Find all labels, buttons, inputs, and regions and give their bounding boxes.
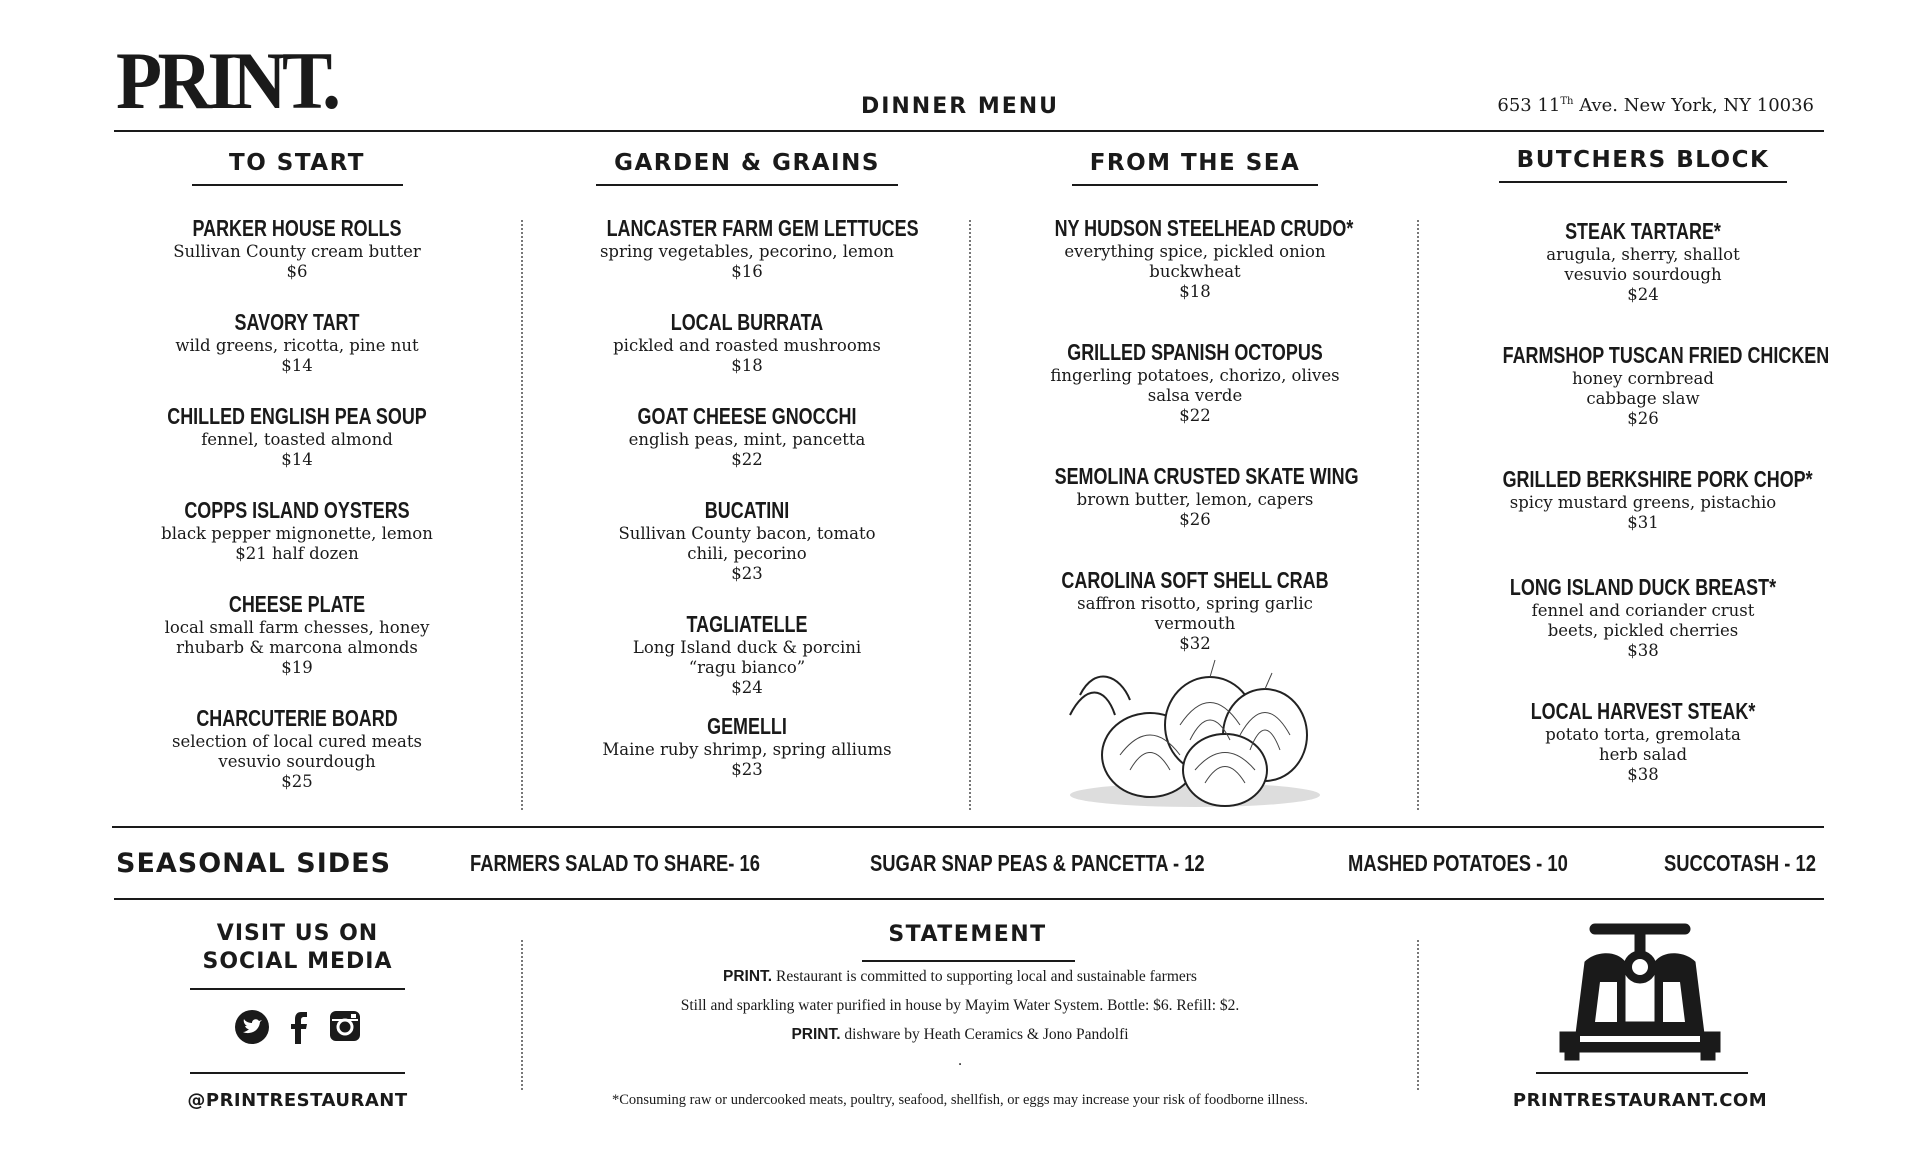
- item-name: LOCAL BURRATA: [670, 309, 824, 335]
- menu-item: [117, 214, 477, 282]
- menu-item: [1463, 465, 1823, 533]
- facebook-icon[interactable]: [287, 1010, 311, 1044]
- menu-item: [567, 308, 927, 376]
- item-name: PARKER HOUSE ROLLS: [192, 215, 402, 241]
- item-name: FARMSHOP TUSCAN FRIED CHICKEN: [1502, 342, 1830, 368]
- item-description: black pepper mignonette, lemon: [161, 524, 433, 543]
- menu-item: [117, 590, 477, 678]
- statement-line-1-text: Restaurant is committed to supporting local and sustainable farmers: [772, 968, 1197, 985]
- item-description: vesuvio sourdough: [1564, 265, 1722, 284]
- social-rule: [190, 988, 405, 990]
- item-price: $25: [281, 772, 313, 791]
- item-description: arugula, sherry, shallot: [1546, 245, 1740, 264]
- menu-item: [567, 214, 927, 282]
- logo: PRINT.: [116, 35, 337, 126]
- item-description: spring vegetables, pecorino, lemon: [599, 242, 895, 261]
- menu-item: [117, 496, 477, 564]
- item-description: rhubarb & marcona almonds: [176, 638, 418, 657]
- item-name: SEMOLINA CRUSTED SKATE WING: [1054, 463, 1359, 489]
- address-sup: Th: [1560, 96, 1574, 107]
- item-description: Maine ruby shrimp, spring alliums: [602, 740, 892, 759]
- item-name: GOAT CHEESE GNOCCHI: [637, 403, 857, 429]
- menu-item: [1463, 217, 1823, 305]
- statement-heading: STATEMENT: [888, 922, 1047, 947]
- statement-brand: PRINT.: [791, 1026, 841, 1043]
- item-name: CHILLED ENGLISH PEA SOUP: [167, 403, 427, 429]
- website-rule: [1536, 1072, 1748, 1074]
- address-suffix: Ave. New York, NY 10036: [1573, 95, 1814, 116]
- address-prefix: 653 11: [1497, 95, 1561, 116]
- onion-illustration: [1060, 655, 1330, 810]
- item-name: GRILLED SPANISH OCTOPUS: [1067, 339, 1323, 365]
- item-price: $14: [281, 356, 313, 375]
- column-divider: [1417, 220, 1419, 810]
- item-price: $24: [731, 678, 763, 697]
- menu-item: [567, 402, 927, 470]
- statement-line-3: [560, 1026, 1360, 1044]
- item-description: saffron risotto, spring garlic: [1077, 594, 1313, 613]
- item-name: NY HUDSON STEELHEAD CRUDO*: [1054, 215, 1354, 241]
- item-name: LONG ISLAND DUCK BREAST*: [1509, 574, 1777, 600]
- social-heading-line1: VISIT US ON: [216, 921, 379, 946]
- menu-item: [1463, 573, 1823, 661]
- item-price: $38: [1627, 765, 1659, 784]
- item-description: chili, pecorino: [687, 544, 807, 563]
- column-butchers-block: [1463, 147, 1830, 811]
- social-heading-line2: SOCIAL MEDIA: [202, 949, 393, 974]
- item-description: Sullivan County cream butter: [173, 242, 421, 261]
- menu-item: [117, 704, 477, 792]
- instagram-icon[interactable]: [329, 1010, 361, 1042]
- social-icons: [190, 1010, 405, 1044]
- header-rule: [114, 130, 1824, 132]
- item-description: Sullivan County bacon, tomato: [618, 524, 876, 543]
- menu-item: [567, 496, 927, 584]
- item-name: CHEESE PLATE: [228, 591, 366, 617]
- column-heading: GARDEN & GRAINS: [596, 150, 898, 186]
- item-price: $18: [1179, 282, 1211, 301]
- item-description: brown butter, lemon, capers: [1076, 490, 1314, 509]
- menu-item: [1015, 462, 1375, 530]
- item-price: $23: [731, 760, 763, 779]
- item-description: vermouth: [1154, 614, 1236, 633]
- sides-top-rule: [112, 826, 1824, 828]
- side-item: SUCCOTASH - 12: [1664, 850, 1816, 876]
- footer-divider: [521, 940, 523, 1090]
- item-price: $26: [1179, 510, 1211, 529]
- handle-rule: [190, 1072, 405, 1074]
- item-name: TAGLIATELLE: [686, 611, 808, 637]
- menu-item: [1463, 697, 1823, 785]
- column-garden-grains: [567, 150, 927, 806]
- column-heading: TO START: [192, 150, 403, 186]
- item-name: STEAK TARTARE*: [1565, 218, 1721, 244]
- menu-title: DINNER MENU: [860, 94, 1060, 119]
- item-price: $6: [286, 262, 308, 281]
- address: [1497, 95, 1814, 116]
- item-price: $23: [731, 564, 763, 583]
- item-name: LANCASTER FARM GEM LETTUCES: [606, 215, 919, 241]
- item-description: everything spice, pickled onion: [1064, 242, 1326, 261]
- item-description: selection of local cured meats: [172, 732, 422, 751]
- statement-line-2: Still and sparkling water purified in house by Mayim Water System. Bottle: $6. Refill: $2.: [680, 997, 1240, 1014]
- item-description: cabbage slaw: [1586, 389, 1700, 408]
- item-name: LOCAL HARVEST STEAK*: [1530, 698, 1756, 724]
- statement-line-1: [560, 968, 1360, 986]
- item-price: $24: [1627, 285, 1659, 304]
- menu-item: [117, 308, 477, 376]
- item-name: GEMELLI: [707, 713, 787, 739]
- item-description: fennel, toasted almond: [201, 430, 393, 449]
- item-description: local small farm chesses, honey: [164, 618, 430, 637]
- item-name: CAROLINA SOFT SHELL CRAB: [1061, 567, 1329, 593]
- statement-rule: [862, 960, 1075, 962]
- column-divider: [969, 220, 971, 810]
- item-price: $16: [731, 262, 763, 281]
- social-heading: [190, 920, 405, 976]
- menu-item: [567, 712, 927, 780]
- item-description: spicy mustard greens, pistachio: [1509, 493, 1777, 512]
- side-item: MASHED POTATOES - 10: [1348, 850, 1568, 876]
- item-price: $21 half dozen: [235, 544, 359, 563]
- item-description: beets, pickled cherries: [1547, 621, 1739, 640]
- menu-item: [1463, 341, 1830, 429]
- item-description: fennel and coriander crust: [1531, 601, 1755, 620]
- menu-item: [117, 402, 477, 470]
- item-description: potato torta, gremolata: [1545, 725, 1741, 744]
- item-description: wild greens, ricotta, pine nut: [175, 336, 419, 355]
- item-price: $19: [281, 658, 313, 677]
- item-name: COPPS ISLAND OYSTERS: [184, 497, 410, 523]
- item-description: pickled and roasted mushrooms: [613, 336, 881, 355]
- column-heading: FROM THE SEA: [1072, 150, 1319, 186]
- column-from-the-sea: [1015, 150, 1375, 680]
- item-name: CHARCUTERIE BOARD: [196, 705, 398, 731]
- item-description: english peas, mint, pancetta: [628, 430, 866, 449]
- item-description: “ragu bianco”: [688, 658, 806, 677]
- item-price: $38: [1627, 641, 1659, 660]
- item-price: $18: [731, 356, 763, 375]
- menu-item: [1015, 566, 1375, 654]
- website-link[interactable]: PRINTRESTAURANT.COM: [1512, 1090, 1768, 1111]
- social-handle[interactable]: @PRINTRESTAURANT: [187, 1090, 408, 1111]
- item-description: buckwheat: [1149, 262, 1241, 281]
- menu-item: [1015, 338, 1375, 426]
- item-name: BUCATINI: [704, 497, 790, 523]
- statement-dot: .: [958, 1052, 962, 1069]
- item-description: fingerling potatoes, chorizo, olives: [1050, 366, 1340, 385]
- sides-bottom-rule: [114, 898, 1824, 900]
- item-price: $22: [1179, 406, 1211, 425]
- statement-line-3-text: dishware by Heath Ceramics & Jono Pandolfi: [840, 1026, 1129, 1043]
- item-price: $22: [731, 450, 763, 469]
- item-price: $26: [1627, 409, 1659, 428]
- menu-item: [567, 610, 927, 698]
- twitter-icon[interactable]: [235, 1010, 269, 1044]
- item-name: GRILLED BERKSHIRE PORK CHOP*: [1502, 466, 1813, 492]
- menu-item: [1015, 214, 1375, 302]
- item-description: herb salad: [1598, 745, 1688, 764]
- column-divider: [521, 220, 523, 810]
- item-description: salsa verde: [1147, 386, 1243, 405]
- column-heading: BUTCHERS BLOCK: [1499, 147, 1788, 183]
- item-price: $14: [281, 450, 313, 469]
- item-price: $31: [1627, 513, 1659, 532]
- statement-brand: PRINT.: [723, 968, 773, 985]
- item-price: $32: [1179, 634, 1211, 653]
- side-item: SUGAR SNAP PEAS & PANCETTA - 12: [870, 850, 1205, 876]
- foodborne-disclaimer: *Consuming raw or undercooked meats, poultry, seafood, shellfish, or eggs may increase your risk of foodborne illness.: [611, 1092, 1309, 1108]
- item-description: vesuvio sourdough: [218, 752, 376, 771]
- sides-title: SEASONAL SIDES: [116, 848, 392, 879]
- footer-divider: [1417, 940, 1419, 1090]
- printing-press-illustration: [1555, 922, 1725, 1062]
- side-item: FARMERS SALAD TO SHARE- 16: [470, 850, 761, 876]
- item-description: Long Island duck & porcini: [632, 638, 862, 657]
- item-description: honey cornbread: [1572, 369, 1714, 388]
- column-to-start: [117, 150, 477, 818]
- item-name: SAVORY TART: [234, 309, 360, 335]
